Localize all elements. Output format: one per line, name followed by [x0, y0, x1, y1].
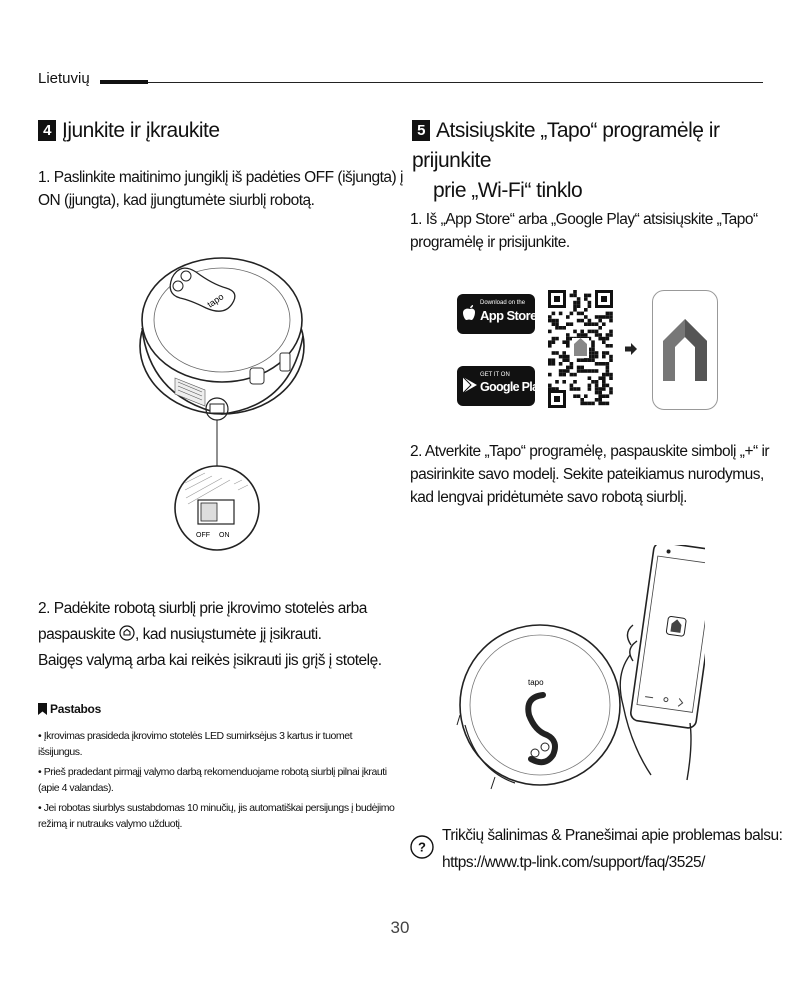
qr-module — [595, 333, 599, 337]
qr-module — [598, 362, 602, 366]
support-link[interactable]: https://www.tp-link.com/support/faq/3525/ — [442, 854, 705, 871]
qr-module — [566, 322, 570, 326]
qr-module — [602, 387, 606, 391]
qr-module — [602, 373, 606, 377]
qr-module — [606, 402, 610, 406]
qr-module — [559, 326, 563, 330]
qr-module — [548, 387, 552, 391]
qr-module — [588, 358, 592, 362]
qr-module — [548, 384, 552, 388]
qr-module — [573, 301, 577, 305]
qr-module — [570, 294, 574, 298]
qr-module — [606, 366, 610, 370]
qr-module — [602, 337, 606, 341]
qr-module — [577, 394, 581, 398]
qr-module — [606, 394, 610, 398]
qr-module — [588, 376, 592, 380]
google-play-small-text: GET IT ON — [480, 372, 510, 378]
section4-number: 4 — [38, 120, 56, 141]
qr-module — [598, 391, 602, 395]
qr-module — [555, 322, 559, 326]
qr-module — [598, 326, 602, 330]
qr-code — [548, 290, 613, 408]
qr-module — [552, 340, 556, 344]
qr-module — [580, 312, 584, 316]
qr-module — [602, 340, 606, 344]
qr-module — [609, 358, 613, 362]
language-label: Lietuvių — [38, 70, 90, 87]
qr-module — [559, 362, 563, 366]
qr-module — [552, 312, 556, 316]
qr-module — [552, 358, 556, 362]
qr-module — [577, 304, 581, 308]
qr-module — [562, 358, 566, 362]
qr-module — [602, 355, 606, 359]
tapo-app-icon[interactable] — [652, 290, 718, 410]
qr-module — [602, 315, 606, 319]
qr-module — [555, 351, 559, 355]
qr-module — [602, 380, 606, 384]
qr-module — [609, 373, 613, 377]
qr-module — [580, 369, 584, 373]
qr-module — [602, 351, 606, 355]
qr-module — [570, 387, 574, 391]
qr-module — [602, 384, 606, 388]
section5-title-line2: prie „Wi-Fi“ tinklo — [433, 179, 583, 202]
qr-module — [606, 351, 610, 355]
home-button-icon — [119, 625, 135, 641]
qr-module — [570, 373, 574, 377]
qr-module — [566, 315, 570, 319]
qr-module — [580, 333, 584, 337]
qr-module — [577, 301, 581, 305]
qr-module — [580, 398, 584, 402]
qr-module — [588, 330, 592, 334]
qr-module — [598, 387, 602, 391]
qr-module — [609, 315, 613, 319]
qr-module — [548, 340, 552, 344]
qr-module — [591, 351, 595, 355]
qr-module — [573, 394, 577, 398]
qr-module — [552, 351, 556, 355]
qr-module — [548, 373, 552, 377]
qr-module — [595, 369, 599, 373]
qr-module — [595, 330, 599, 334]
qr-module — [573, 387, 577, 391]
switch-off-label: OFF — [196, 532, 210, 539]
qr-module — [570, 366, 574, 370]
qr-module — [595, 362, 599, 366]
qr-module — [588, 319, 592, 323]
qr-module — [566, 355, 570, 359]
qr-module — [606, 312, 610, 316]
qr-module — [559, 312, 563, 316]
qr-module — [566, 344, 570, 348]
qr-module — [562, 380, 566, 384]
section5-step2-line3: kad lengvai pridėtumėte savo robotą siurblį. — [410, 489, 687, 506]
qr-module — [566, 358, 570, 362]
qr-module — [591, 344, 595, 348]
qr-module — [555, 319, 559, 323]
qr-module — [609, 333, 613, 337]
qr-module — [573, 290, 577, 294]
section5-step2-line2: pasirinkite savo modelį. Sekite pateikiamus nurodymus, — [410, 466, 764, 483]
section4-step1-line2: ON (įjungta), kad įjungtumėte siurblį robotą. — [38, 192, 315, 209]
qr-module — [555, 380, 559, 384]
qr-module — [573, 308, 577, 312]
qr-module — [580, 330, 584, 334]
qr-module — [552, 387, 556, 391]
robot-phone-illustration — [455, 545, 705, 790]
qr-module — [584, 394, 588, 398]
robot-top-logo-text: tapo — [528, 678, 544, 687]
section4-step1-line1: 1. Paslinkite maitinimo jungiklį iš padėties OFF (išjungta) į — [38, 169, 403, 186]
qr-module — [591, 380, 595, 384]
qr-module — [577, 333, 581, 337]
qr-module — [566, 369, 570, 373]
qr-module — [591, 355, 595, 359]
qr-module — [555, 387, 559, 391]
qr-module — [548, 358, 552, 362]
qr-module — [570, 322, 574, 326]
note-item: • Jei robotas siurblys sustabdomas 10 minučių, jis automatiškai persijungs į budėjimo režimą ir nutrauks valymo užduotį. — [38, 802, 395, 830]
app-store-small-text: Download on the — [480, 300, 526, 306]
qr-module — [573, 380, 577, 384]
section4-step2 — [38, 596, 408, 674]
section4-step2-line3: Baigęs valymą arba kai reikės įsikrauti jis grįš į stotelę. — [38, 652, 382, 669]
qr-module — [573, 330, 577, 334]
qr-module — [591, 369, 595, 373]
qr-module — [584, 369, 588, 373]
qr-module — [559, 373, 563, 377]
section5-step1 — [410, 208, 780, 254]
qr-module — [609, 391, 613, 395]
qr-module — [559, 355, 563, 359]
qr-module — [602, 394, 606, 398]
qr-module — [591, 330, 595, 334]
qr-module — [555, 326, 559, 330]
note-item: • Įkrovimas prasideda įkrovimo stotelės LED sumirksėjus 3 kartus ir tuomet išsijungus. — [38, 730, 353, 758]
qr-module — [577, 358, 581, 362]
qr-module — [598, 315, 602, 319]
qr-module — [580, 366, 584, 370]
qr-module — [606, 344, 610, 348]
header-rule-accent — [100, 80, 148, 84]
qr-module — [552, 322, 556, 326]
page-number: 30 — [390, 918, 410, 937]
qr-module — [598, 398, 602, 402]
qr-module — [548, 315, 552, 319]
qr-module — [606, 384, 610, 388]
qr-module — [584, 333, 588, 337]
section4-step2-line1: 2. Padėkite robotą siurblį prie įkrovimo stotelės arba — [38, 600, 367, 617]
section5-step1-line2: programėlę ir prisijunkite. — [410, 234, 570, 251]
qr-module — [588, 384, 592, 388]
qr-module — [570, 384, 574, 388]
qr-module — [562, 373, 566, 377]
switch-on-label: ON — [219, 532, 230, 539]
qr-module — [562, 351, 566, 355]
section5-step2-line1: 2. Atverkite „Tapo“ programėlę, paspauskite simbolį „+“ ir — [410, 443, 770, 460]
qr-module — [552, 362, 556, 366]
qr-module — [559, 369, 563, 373]
google-play-big-text: Google Play — [480, 380, 545, 394]
qr-module — [562, 340, 566, 344]
qr-module — [598, 337, 602, 341]
note-item: • Prieš pradedant pirmąjį valymo darbą rekomenduojame robotą siurblį pilnai įkrauti (apie 4 valandas). — [38, 766, 387, 794]
svg-text:?: ? — [418, 839, 426, 855]
qr-module — [595, 315, 599, 319]
section4-heading — [38, 116, 220, 146]
app-store-big-text: App Store — [480, 308, 537, 323]
header-rule — [100, 82, 763, 83]
qr-module — [584, 297, 588, 301]
section5-number: 5 — [412, 120, 430, 141]
section4-title: Įjunkite ir įkraukite — [62, 119, 220, 142]
qr-module — [606, 369, 610, 373]
qr-module — [598, 319, 602, 323]
qr-module — [580, 402, 584, 406]
qr-module — [606, 373, 610, 377]
qr-module — [602, 402, 606, 406]
qr-module — [577, 297, 581, 301]
qr-module — [598, 394, 602, 398]
qr-module — [588, 304, 592, 308]
qr-module — [552, 319, 556, 323]
qr-module — [577, 366, 581, 370]
qr-module — [609, 387, 613, 391]
arrow-right-icon — [625, 343, 637, 355]
help-icon — [410, 835, 434, 859]
bookmark-icon — [38, 703, 47, 715]
qr-module — [573, 294, 577, 298]
qr-module — [602, 322, 606, 326]
qr-module — [595, 391, 599, 395]
tapo-logo-icon — [663, 319, 707, 381]
qr-module — [577, 387, 581, 391]
qr-module — [562, 355, 566, 359]
qr-module — [566, 366, 570, 370]
qr-module — [606, 337, 610, 341]
qr-module — [595, 380, 599, 384]
qr-module — [584, 402, 588, 406]
qr-module — [609, 344, 613, 348]
qr-module — [598, 402, 602, 406]
help-text — [442, 822, 787, 876]
qr-module — [570, 312, 574, 316]
qr-module — [606, 362, 610, 366]
qr-module — [595, 351, 599, 355]
qr-module — [573, 304, 577, 308]
qr-module — [555, 337, 559, 341]
qr-module — [598, 333, 602, 337]
qr-module — [577, 369, 581, 373]
section5-title-line1: Atsisiųskite „Tapo“ programėlę ir prijunkite — [412, 119, 720, 172]
qr-module — [588, 294, 592, 298]
qr-module — [566, 340, 570, 344]
qr-module — [577, 312, 581, 316]
qr-module — [591, 358, 595, 362]
qr-module — [580, 319, 584, 323]
qr-module — [609, 376, 613, 380]
section5-step2 — [410, 440, 790, 509]
qr-module — [606, 333, 610, 337]
qr-module — [584, 294, 588, 298]
qr-module — [584, 315, 588, 319]
qr-module — [588, 301, 592, 305]
app-store-badge[interactable] — [457, 294, 535, 334]
qr-module — [573, 373, 577, 377]
qr-module — [577, 319, 581, 323]
qr-module — [580, 358, 584, 362]
qr-module — [602, 376, 606, 380]
help-text-line1: Trikčių šalinimas & Pranešimai apie problemas balsu: — [442, 827, 783, 844]
qr-module — [598, 376, 602, 380]
qr-module — [595, 355, 599, 359]
apple-icon — [463, 304, 477, 321]
qr-module — [609, 319, 613, 323]
qr-module — [570, 362, 574, 366]
notes-list — [38, 729, 408, 832]
qr-module — [595, 384, 599, 388]
qr-module — [609, 355, 613, 359]
qr-module — [609, 312, 613, 316]
section4-step2-line2: paspauskite , kad nusiųstumėte jį įsikrauti. — [38, 626, 322, 643]
qr-module — [588, 402, 592, 406]
qr-module — [566, 337, 570, 341]
section5-heading — [412, 116, 782, 206]
qr-module — [562, 369, 566, 373]
qr-module — [584, 308, 588, 312]
section4-step1 — [38, 166, 408, 212]
qr-module — [609, 330, 613, 334]
qr-module — [548, 319, 552, 323]
qr-module — [552, 337, 556, 341]
robot-logo-text: tapo — [205, 291, 226, 310]
qr-module — [595, 398, 599, 402]
qr-module — [595, 322, 599, 326]
qr-module — [548, 330, 552, 334]
qr-module — [588, 322, 592, 326]
qr-module — [591, 348, 595, 352]
qr-module — [584, 322, 588, 326]
qr-module — [595, 387, 599, 391]
section5-step1-line1: 1. Iš „App Store“ arba „Google Play“ atsisiųskite „Tapo“ — [410, 211, 758, 228]
qr-module — [591, 322, 595, 326]
qr-module — [591, 402, 595, 406]
qr-module — [562, 326, 566, 330]
robot-power-switch-illustration — [130, 228, 320, 568]
qr-module — [566, 333, 570, 337]
qr-module — [588, 387, 592, 391]
qr-module — [588, 369, 592, 373]
google-play-badge[interactable] — [457, 366, 545, 406]
notes-heading: Pastabos — [38, 702, 101, 716]
qr-module — [584, 358, 588, 362]
qr-module — [548, 362, 552, 366]
qr-module — [591, 340, 595, 344]
google-play-icon — [463, 377, 477, 393]
qr-module — [548, 344, 552, 348]
qr-module — [606, 315, 610, 319]
qr-module — [602, 362, 606, 366]
